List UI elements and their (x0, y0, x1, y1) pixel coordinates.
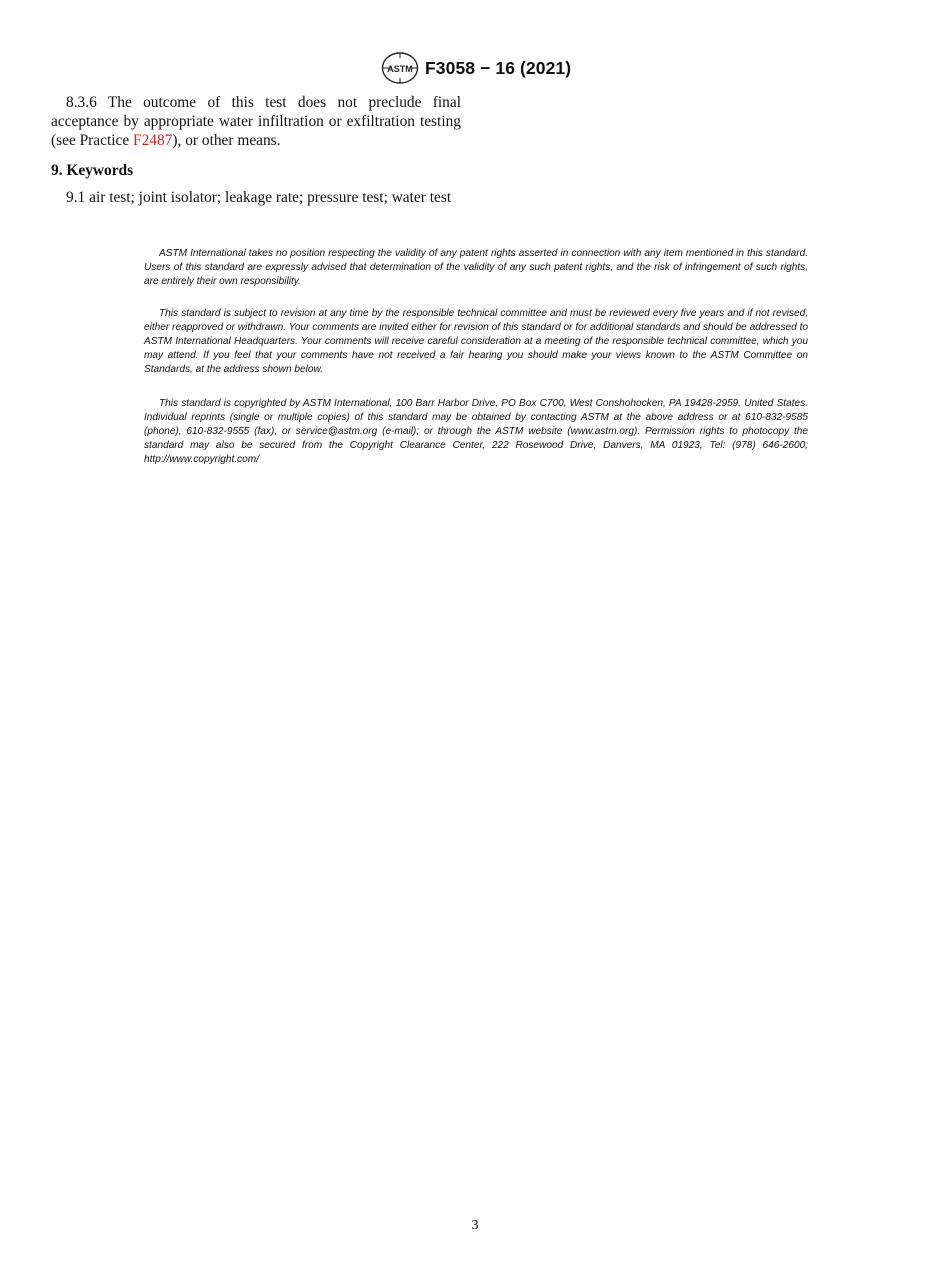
practice-f2487-link[interactable]: F2487 (133, 132, 173, 149)
patent-notice: ASTM International takes no position respecting the validity of any patent rights asserted in connection with any item mentioned in this standard. Users of this standard are expressly advised that determination of the validity of any such patent rights, and the risk of infringement of such rights, are entirely their own responsibility. (144, 248, 808, 287)
revision-notice: This standard is subject to revision at any time by the responsible technical committee and must be reviewed every five years and if not revised, either reapproved or withdrawn. Your comments are invited either for revision of this standard or for additional standards and should be addressed to ASTM International Headquarters. Your comments will receive careful consideration at a meeting of the responsible technical committee, which you may attend. If you feel that your comments have not received a fair hearing you should make your views known to the ASTM Committee on Standards, at the address shown below. (144, 308, 808, 375)
paragraph-8-3-6 (51, 93, 461, 150)
page-header (0, 52, 950, 86)
paragraph-text: The outcome of this test does not preclude final acceptance by appropriate water infiltration or exfiltration testing (see Practice (51, 94, 461, 149)
astm-logo-icon (381, 52, 419, 84)
keywords-text: air test; joint isolator; leakage rate; pressure test; water test (89, 189, 452, 206)
paragraph-number: 8.3.6 (66, 94, 97, 111)
astm-logo-text: ASTM (387, 64, 413, 74)
copyright-notice: This standard is copyrighted by ASTM International, 100 Barr Harbor Drive, PO Box C700, West Conshohocken, PA 19428-2959, United States. Individual reprints (single or multiple copies) of this standard may be obtained by contacting ASTM at the above address or at 610-832-9585 (phone), 610-832-9555 (fax), or service@astm.org (e-mail); or through the ASTM website (www.astm.org). Permission rights to photocopy the standard may also be secured from the Copyright Clearance Center, 222 Rosewood Drive, Danvers, MA 01923, Tel: (978) 646-2600; http://www.copyright.com/ (144, 398, 808, 465)
paragraph-9-1 (51, 188, 461, 207)
standard-designation: F3058 − 16 (2021) (425, 58, 572, 78)
page-number: 3 (471, 1218, 479, 1233)
paragraph-text-end: ), or other means. (172, 132, 281, 149)
section-heading-keywords: 9. Keywords (51, 162, 134, 179)
paragraph-number: 9.1 (66, 189, 86, 206)
